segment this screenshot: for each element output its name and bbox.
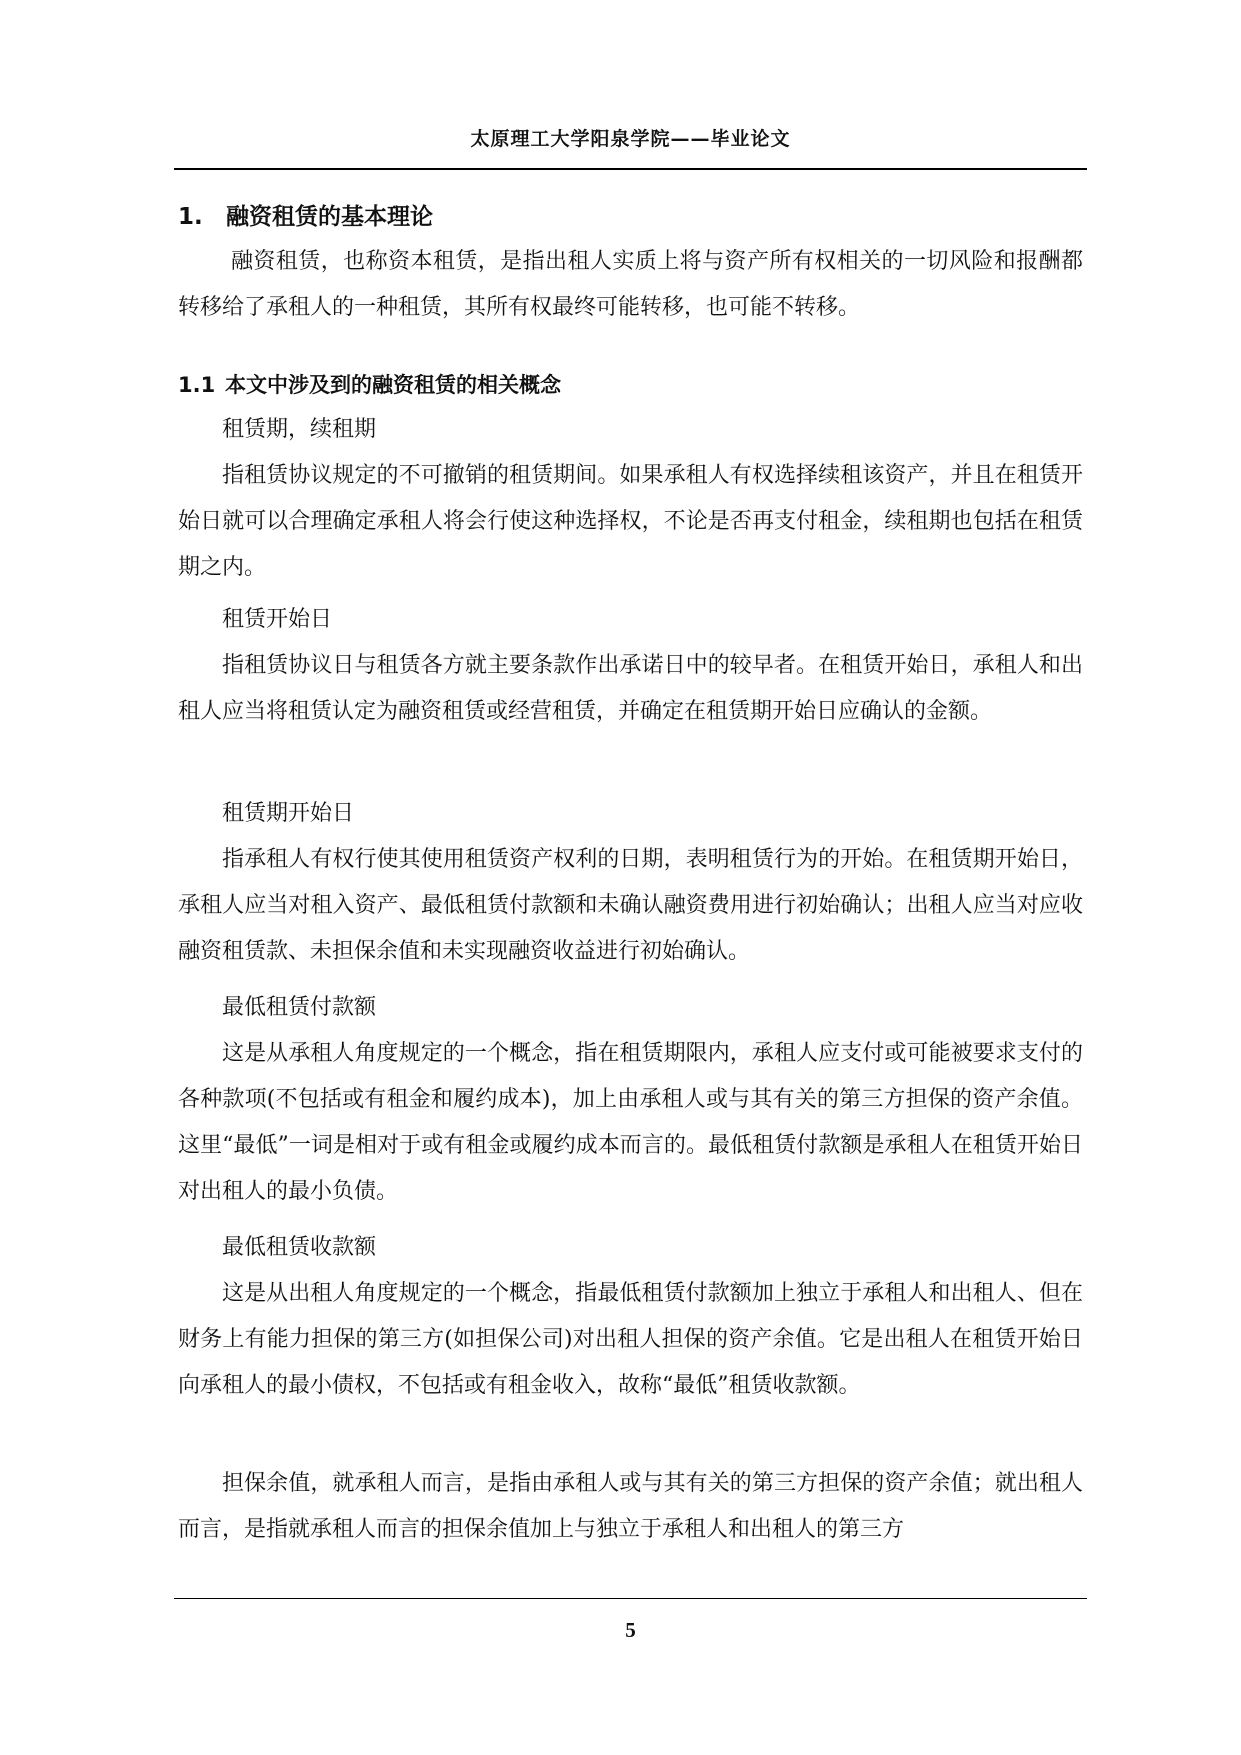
header-title: 太原理工大学阳泉学院——毕业论文 — [470, 128, 791, 150]
subsection-title: 本文中涉及到的融资租赁的相关概念 — [225, 373, 561, 397]
intro-paragraph: 融资租赁，也称资本租赁，是指出租人实质上将与资产所有权相关的一切风险和报酬都转移给了承租人的一种租赁，其所有权最终可能转移，也可能不转移。 — [178, 249, 1083, 320]
concept-term: 租赁期，续租期 — [222, 417, 377, 442]
concept-definition: 指租赁协议日与租赁各方就主要条款作出承诺日中的较早者。在租赁开始日，承租人和出租人应当将租赁认定为融资租赁或经营租赁，并确定在租赁期开始日应确认的金额。 — [178, 653, 1083, 724]
concept-term: 最低租赁付款额 — [222, 995, 377, 1020]
concept-definition: 这是从出租人角度规定的一个概念，指最低租赁付款额加上独立于承租人和出租人、但在财务上有能力担保的第三方(如担保公司)对出租人担保的资产余值。它是出租人在租赁开始日向承租人的最小债权，不包括或有租金收入，故称“最低”租赁收款额。 — [178, 1281, 1083, 1398]
page-number: 5 — [625, 1618, 636, 1642]
subsection-heading — [178, 369, 561, 399]
concept-definition: 指承租人有权行使其使用租赁资产权利的日期，表明租赁行为的开始。在租赁期开始日，承租人应当对租入资产、最低租赁付款额和未确认融资费用进行初始确认；出租人应当对应收融资租赁款、未担保余值和未实现融资收益进行初始确认。 — [178, 847, 1083, 964]
header-rule — [174, 168, 1087, 170]
concept-term: 租赁开始日 — [222, 607, 333, 632]
concept-term: 租赁期开始日 — [222, 801, 355, 826]
concept-definition: 指租赁协议规定的不可撤销的租赁期间。如果承租人有权选择续租该资产，并且在租赁开始日就可以合理确定承租人将会行使这种选择权，不论是否再支付租金，续租期也包括在租赁期之内。 — [178, 463, 1083, 580]
closing-paragraph: 担保余值，就承租人而言，是指由承租人或与其有关的第三方担保的资产余值；就出租人而言，是指就承租人而言的担保余值加上与独立于承租人和出租人的第三方 — [178, 1471, 1083, 1542]
section-heading — [178, 198, 433, 231]
section-title: 融资租赁的基本理论 — [226, 204, 433, 230]
subsection-number: 1.1 — [178, 373, 216, 397]
concept-term: 最低租赁收款额 — [222, 1235, 377, 1260]
concept-definition: 这是从承租人角度规定的一个概念，指在租赁期限内，承租人应支付或可能被要求支付的各种款项(不包括或有租金和履约成本)，加上由承租人或与其有关的第三方担保的资产余值。这里“最低”一词是相对于或有租金或履约成本而言的。最低租赁付款额是承租人在租赁开始日对出租人的最小负债。 — [178, 1041, 1083, 1204]
footer-rule — [174, 1598, 1087, 1599]
section-number: 1. — [178, 204, 203, 230]
